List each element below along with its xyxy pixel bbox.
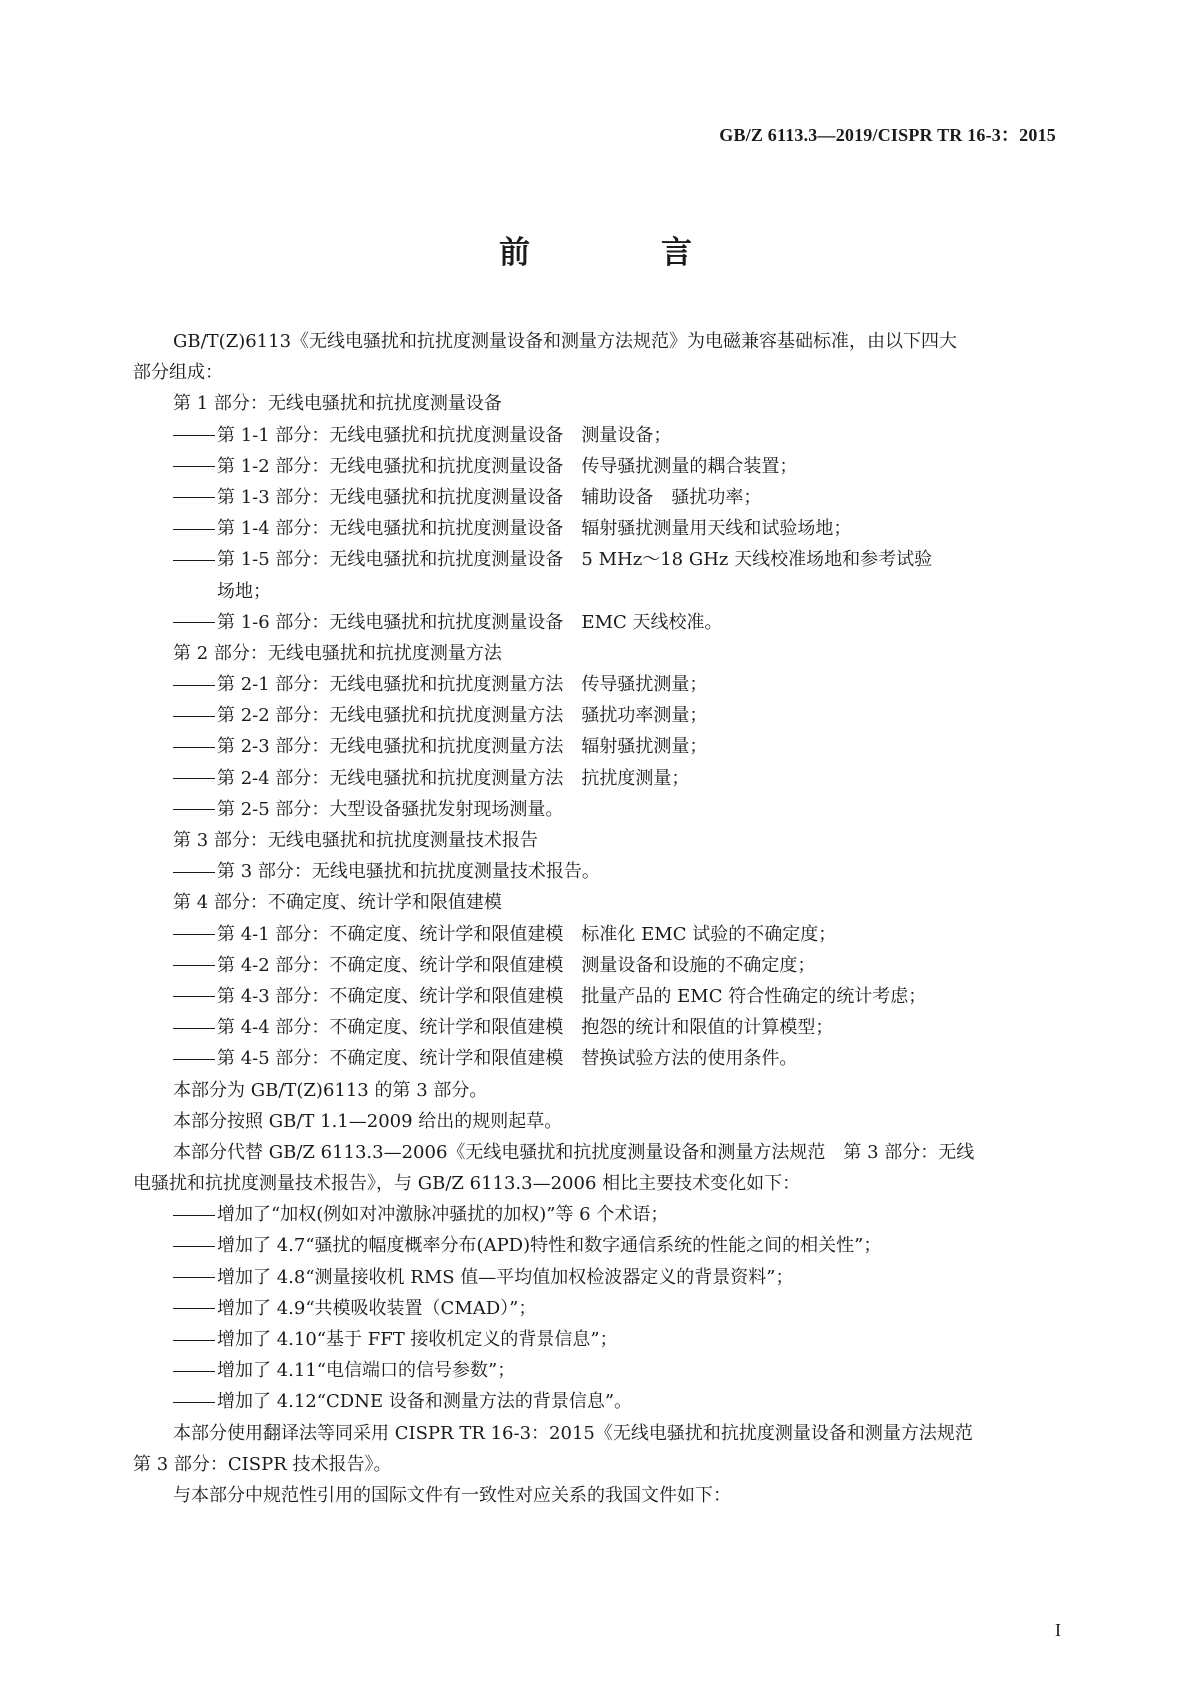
dash-marker	[173, 809, 215, 810]
list-item	[133, 1386, 1059, 1417]
list-item-text: 第 1-1 部分：无线电骚扰和抗扰度测量设备 测量设备；	[217, 424, 672, 446]
list-item-text: 第 1-2 部分：无线电骚扰和抗扰度测量设备 传导骚扰测量的耦合装置；	[217, 455, 798, 477]
paragraph-line: 电骚扰和抗扰度测量技术报告》，与 GB/Z 6113.3—2006 相比主要技术变化如下：	[133, 1173, 801, 1195]
list-item	[133, 669, 1059, 700]
list-item	[133, 1230, 1059, 1261]
list-item-text: 第 2-4 部分：无线电骚扰和抗扰度测量方法 抗扰度测量；	[217, 767, 690, 789]
dash-marker	[173, 1340, 215, 1341]
list-item-text: 第 2-5 部分：大型设备骚扰发射现场测量。	[217, 798, 564, 820]
dash-marker	[173, 965, 215, 966]
dash-marker	[173, 778, 215, 779]
list-item-text: 第 2-2 部分：无线电骚扰和抗扰度测量方法 骚扰功率测量；	[217, 705, 708, 727]
list-item	[133, 544, 1059, 575]
list-item-text: 第 4-2 部分：不确定度、统计学和限值建模 测量设备和设施的不确定度；	[217, 954, 816, 976]
paragraph-line: 第 3 部分：CISPR 技术报告》。	[133, 1453, 392, 1475]
page-number: I	[1055, 1620, 1061, 1640]
page-title: 前 言	[499, 235, 742, 271]
paragraph-line: GB/T(Z)6113《无线电骚扰和抗扰度测量设备和测量方法规范》为电磁兼容基础标准，由以下四大	[173, 331, 958, 352]
list-item-text: 增加了 4.9“共模吸收装置（CMAD）”；	[217, 1297, 537, 1319]
part-heading: 第 2 部分：无线电骚扰和抗扰度测量方法	[173, 642, 502, 664]
list-item-text: 增加了 4.8“测量接收机 RMS 值—平均值加权检波器定义的背景资料”；	[217, 1266, 794, 1288]
list-item	[133, 950, 1059, 981]
dash-marker	[173, 435, 215, 436]
dash-marker	[173, 497, 215, 498]
list-item	[133, 763, 1059, 794]
list-item	[133, 451, 1059, 482]
dash-marker	[173, 466, 215, 467]
dash-marker	[173, 1028, 215, 1029]
list-item-text: 增加了 4.12“CDNE 设备和测量方法的背景信息”。	[217, 1391, 633, 1413]
list-item	[133, 1262, 1059, 1293]
list-item	[133, 1293, 1059, 1324]
dash-marker	[173, 996, 215, 997]
dash-marker	[173, 934, 215, 935]
part-heading: 第 3 部分：无线电骚扰和抗扰度测量技术报告	[173, 830, 538, 851]
list-item	[133, 1043, 1059, 1074]
list-item	[133, 1012, 1059, 1043]
foreword-body	[133, 326, 1059, 1511]
dash-marker	[173, 716, 215, 717]
list-item	[133, 1199, 1059, 1230]
part-heading: 第 4 部分：不确定度、统计学和限值建模	[173, 892, 502, 914]
dash-marker	[173, 622, 215, 623]
paragraph-line: 本部分为 GB/T(Z)6113 的第 3 部分。	[173, 1079, 488, 1101]
list-item	[133, 981, 1059, 1012]
dash-marker	[173, 685, 215, 686]
list-item	[133, 731, 1059, 762]
list-item-text: 第 4-5 部分：不确定度、统计学和限值建模 替换试验方法的使用条件。	[217, 1048, 798, 1070]
list-item	[133, 856, 1059, 887]
list-item-text: 第 1-3 部分：无线电骚扰和抗扰度测量设备 辅助设备 骚扰功率；	[217, 486, 762, 508]
dash-marker	[173, 1277, 215, 1278]
dash-marker	[173, 1308, 215, 1309]
list-item-text: 增加了 4.11“电信端口的信号参数”；	[217, 1360, 516, 1382]
paragraph-line: 本部分按照 GB/T 1.1—2009 给出的规则起草。	[173, 1110, 563, 1132]
list-item	[133, 482, 1059, 513]
dash-marker	[173, 1246, 215, 1247]
list-item-text: 第 1-5 部分：无线电骚扰和抗扰度测量设备 5 MHz～18 GHz 天线校准场地和参考试验	[217, 549, 933, 571]
paragraph-line: 本部分代替 GB/Z 6113.3—2006《无线电骚扰和抗扰度测量设备和测量方法规范 第 3 部分：无线	[173, 1141, 975, 1163]
list-item-text: 增加了“加权(例如对冲激脉冲骚扰的加权)”等 6 个术语；	[217, 1204, 669, 1226]
list-item-text: 第 1-6 部分：无线电骚扰和抗扰度测量设备 EMC 天线校准。	[217, 611, 723, 633]
list-item	[133, 1324, 1059, 1355]
dash-marker	[173, 747, 215, 748]
list-item-text: 第 3 部分：无线电骚扰和抗扰度测量技术报告。	[217, 861, 600, 883]
list-item	[133, 607, 1059, 638]
list-item-text: 第 2-1 部分：无线电骚扰和抗扰度测量方法 传导骚扰测量；	[217, 674, 708, 696]
dash-marker	[173, 1059, 215, 1060]
list-item-continuation: 场地；	[217, 580, 271, 602]
part-heading: 第 1 部分：无线电骚扰和抗扰度测量设备	[173, 393, 502, 415]
list-item-text: 第 2-3 部分：无线电骚扰和抗扰度测量方法 辐射骚扰测量；	[217, 736, 708, 758]
dash-marker	[173, 872, 215, 873]
dash-marker	[173, 529, 215, 530]
list-item-text: 第 1-4 部分：无线电骚扰和抗扰度测量设备 辐射骚扰测量用天线和试验场地；	[217, 518, 852, 540]
list-item	[133, 420, 1059, 451]
dash-marker	[173, 560, 215, 561]
list-item	[133, 794, 1059, 825]
list-item	[133, 700, 1059, 731]
dash-marker	[173, 1371, 215, 1372]
list-item	[133, 1355, 1059, 1386]
paragraph-line: 本部分使用翻译法等同采用 CISPR TR 16-3：2015《无线电骚扰和抗扰度测量设备和测量方法规范	[173, 1422, 973, 1444]
paragraph-line: 与本部分中规范性引用的国际文件有一致性对应关系的我国文件如下：	[173, 1484, 731, 1506]
list-item-text: 增加了 4.7“骚扰的幅度概率分布(APD)特性和数字通信系统的性能之间的相关性”；	[217, 1235, 882, 1257]
list-item-text: 增加了 4.10“基于 FFT 接收机定义的背景信息”；	[217, 1329, 618, 1350]
list-item	[133, 919, 1059, 950]
dash-marker	[173, 1215, 215, 1216]
list-item-text: 第 4-1 部分：不确定度、统计学和限值建模 标准化 EMC 试验的不确定度；	[217, 923, 837, 945]
paragraph-line: 部分组成：	[133, 362, 223, 384]
dash-marker	[173, 1402, 215, 1403]
list-item	[133, 513, 1059, 544]
document-code: GB/Z 6113.3—2019/CISPR TR 16-3：2015	[719, 125, 1056, 145]
list-item-text: 第 4-3 部分：不确定度、统计学和限值建模 批量产品的 EMC 符合性确定的统计考虑；	[217, 985, 927, 1007]
list-item-text: 第 4-4 部分：不确定度、统计学和限值建模 抱怨的统计和限值的计算模型；	[217, 1017, 834, 1039]
